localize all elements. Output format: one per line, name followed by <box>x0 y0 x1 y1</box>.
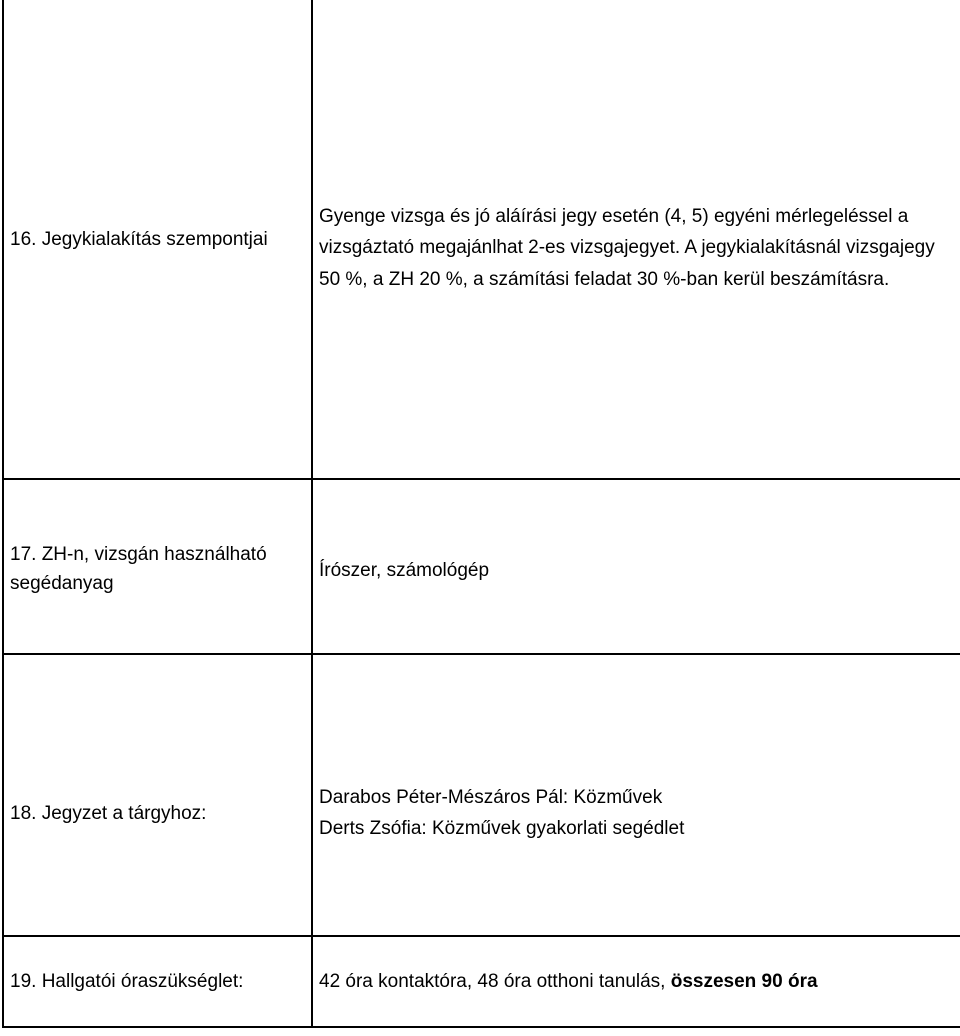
row-label-notes: 18. Jegyzet a tárgyhoz: <box>10 802 207 824</box>
table-row <box>3 479 960 654</box>
value-cell <box>312 479 960 654</box>
value-cell <box>312 654 960 936</box>
label-cell <box>3 479 312 654</box>
label-cell <box>3 0 312 479</box>
row-value-allowed-aids: Írószer, számológép <box>319 560 490 581</box>
label-cell <box>3 654 312 936</box>
row-label-grading: 16. Jegykialakítás szempontjai <box>10 228 268 250</box>
table-row <box>3 0 960 479</box>
course-info-table <box>2 0 960 1028</box>
row-value-grading: Gyenge vizsga és jó aláírási jegy esetén (4, 5) egyéni mérlegeléssel a vizsgáztató megajánlhat 2-es vizsgajegyet. A jegykialakításnál vizsgajegy 50 %, a ZH 20 %, a számítási feladat 30 %-ban kerül beszámításra. <box>319 205 935 290</box>
note-line: Darabos Péter-Mészáros Pál: Közművek <box>319 787 663 808</box>
row-label-hours: 19. Hallgatói óraszükséglet: <box>10 971 244 992</box>
hours-breakdown: 42 óra kontaktóra, 48 óra otthoni tanulás, <box>319 971 671 992</box>
table-row <box>3 654 960 936</box>
value-cell <box>312 0 960 479</box>
row-value-notes <box>319 782 956 844</box>
row-value-hours <box>319 971 818 992</box>
note-line: Derts Zsófia: Közművek gyakorlati segédlet <box>319 818 685 839</box>
value-cell <box>312 936 960 1027</box>
label-cell <box>3 936 312 1027</box>
hours-total: összesen 90 óra <box>670 971 818 992</box>
row-label-allowed-aids: 17. ZH-n, vizsgán használható segédanyag <box>10 543 267 594</box>
table-row <box>3 936 960 1027</box>
